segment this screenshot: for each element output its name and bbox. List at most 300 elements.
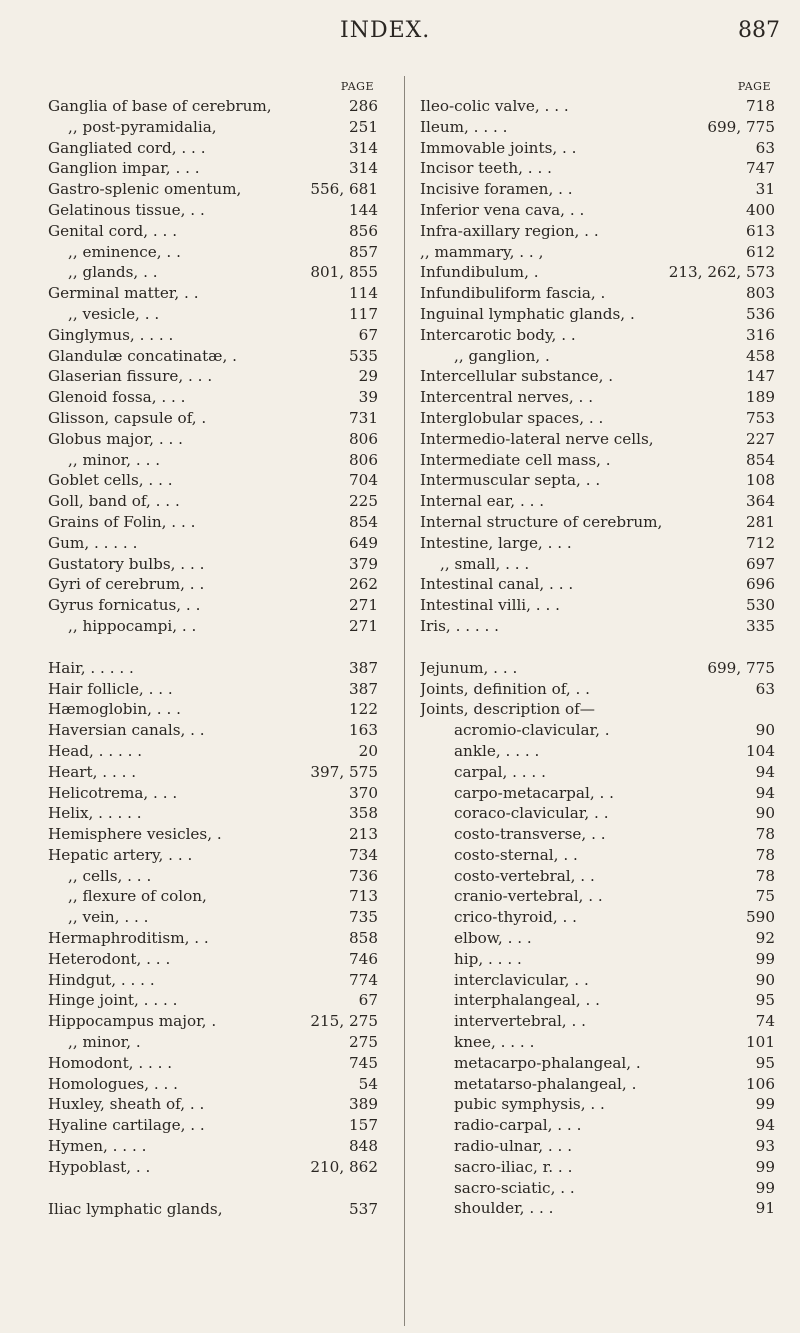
index-entry xyxy=(48,470,378,491)
index-entry xyxy=(48,949,378,970)
index-entry xyxy=(420,803,775,824)
index-entry xyxy=(420,970,775,991)
index-term: radio-ulnar, . . . xyxy=(454,1137,573,1156)
index-term: ,, cells, . . . xyxy=(68,866,152,885)
index-term: Heart, . . . . xyxy=(48,762,137,781)
index-page-ref: 20 xyxy=(358,741,378,760)
index-page-ref: 213 xyxy=(349,825,378,844)
index-term: costo-vertebral, . . xyxy=(454,866,595,885)
index-column-right xyxy=(420,78,775,1219)
index-page-ref: 704 xyxy=(349,471,378,490)
index-entry xyxy=(420,1011,775,1032)
index-page-ref: 803 xyxy=(746,284,775,303)
index-term: Glisson, capsule of, . xyxy=(48,408,207,427)
index-term: Intestinal villi, . . . xyxy=(420,596,560,615)
index-entry xyxy=(48,720,378,741)
index-entry xyxy=(48,783,378,804)
index-entry xyxy=(420,928,775,949)
index-term: Globus major, . . . xyxy=(48,429,183,448)
index-page-ref: 99 xyxy=(755,1095,775,1114)
index-term: Hinge joint, . . . . xyxy=(48,991,178,1010)
index-term: Intercarotic body, . . xyxy=(420,325,576,344)
index-entry xyxy=(48,450,378,471)
index-entry xyxy=(420,616,775,637)
index-entry xyxy=(420,595,775,616)
index-term: costo-sternal, . . xyxy=(454,845,578,864)
index-page-ref: 612 xyxy=(746,242,775,261)
page-number: 887 xyxy=(738,18,780,43)
index-term: Gum, . . . . . xyxy=(48,533,138,552)
index-entry xyxy=(420,387,775,408)
index-page-ref: 271 xyxy=(349,596,378,615)
index-page-ref: 94 xyxy=(755,762,775,781)
index-page-ref: 400 xyxy=(746,200,775,219)
index-page-ref: 718 xyxy=(746,97,775,115)
index-page-ref: 535 xyxy=(349,346,378,365)
index-term: Intercellular substance, . xyxy=(420,367,614,386)
index-term: ,, flexure of colon, xyxy=(68,887,207,906)
index-page-ref: 806 xyxy=(349,429,378,448)
index-entry xyxy=(420,574,775,595)
index-entry xyxy=(48,221,378,242)
index-entry xyxy=(420,138,775,159)
index-page-ref: 613 xyxy=(746,221,775,240)
index-page-ref: 74 xyxy=(755,1012,775,1031)
index-entry xyxy=(48,554,378,575)
index-entry xyxy=(48,970,378,991)
index-entry xyxy=(48,658,378,679)
index-page-ref: 712 xyxy=(746,533,775,552)
index-term: Gyri of cerebrum, . . xyxy=(48,575,205,594)
index-term: Hypoblast, . . xyxy=(48,1157,151,1176)
index-term: Gustatory bulbs, . . . xyxy=(48,554,205,573)
index-term: Helicotrema, . . . xyxy=(48,783,178,802)
index-term: Incisor teeth, . . . xyxy=(420,159,552,178)
index-page-ref: 734 xyxy=(349,845,378,864)
index-entry xyxy=(48,1074,378,1095)
letter-group-gap xyxy=(420,637,775,658)
index-term: hip, . . . . xyxy=(454,949,522,968)
index-term: ,, glands, . . xyxy=(68,263,158,282)
index-entry xyxy=(420,990,775,1011)
index-entry xyxy=(48,824,378,845)
index-entry xyxy=(420,1157,775,1178)
index-entry xyxy=(420,845,775,866)
index-entry xyxy=(420,1198,775,1219)
index-entry xyxy=(48,928,378,949)
index-entry xyxy=(420,366,775,387)
index-term: knee, . . . . xyxy=(454,1033,535,1052)
index-page-ref: 94 xyxy=(755,1116,775,1135)
index-entry xyxy=(48,1199,378,1220)
index-page-ref: 90 xyxy=(755,721,775,740)
index-page-ref: 314 xyxy=(349,159,378,178)
index-page-ref: 275 xyxy=(349,1033,378,1052)
index-entry xyxy=(420,1136,775,1157)
index-entry xyxy=(420,658,775,679)
index-entry xyxy=(48,491,378,512)
index-term: Genital cord, . . . xyxy=(48,221,178,240)
index-page-ref: 364 xyxy=(746,492,775,511)
index-term: Iris, . . . . . xyxy=(420,616,500,635)
index-entry xyxy=(420,533,775,554)
index-entry xyxy=(48,1032,378,1053)
index-term: Inguinal lymphatic glands, . xyxy=(420,304,635,323)
index-entry xyxy=(420,512,775,533)
index-page-ref: 262 xyxy=(349,575,378,594)
index-entry xyxy=(48,1094,378,1115)
index-page-ref: 735 xyxy=(349,908,378,927)
index-entry xyxy=(420,720,775,741)
index-page-ref: 99 xyxy=(755,949,775,968)
index-entry xyxy=(420,304,775,325)
index-term: Huxley, sheath of, . . xyxy=(48,1095,205,1114)
index-term: Goll, band of, . . . xyxy=(48,492,180,511)
index-term: Glenoid fossa, . . . xyxy=(48,388,186,407)
index-page-ref: 854 xyxy=(349,512,378,531)
index-entry xyxy=(420,554,775,575)
index-term: shoulder, . . . xyxy=(454,1199,554,1218)
index-page-ref: 210, 862 xyxy=(310,1157,378,1176)
index-page-ref: 225 xyxy=(349,492,378,511)
index-entry xyxy=(420,325,775,346)
index-term: metacarpo-phalangeal, . xyxy=(454,1053,641,1072)
index-page-ref: 63 xyxy=(755,679,775,698)
index-entry xyxy=(48,762,378,783)
index-term: Interglobular spaces, . . xyxy=(420,408,604,427)
index-term: Head, . . . . . xyxy=(48,741,143,760)
index-page-ref: 397, 575 xyxy=(310,762,378,781)
letter-group-gap xyxy=(48,1178,378,1199)
index-page-ref: 189 xyxy=(746,388,775,407)
index-entry xyxy=(420,1074,775,1095)
index-term: ,, ganglion, . xyxy=(454,346,550,365)
index-page-ref: 157 xyxy=(349,1116,378,1135)
index-term: costo-transverse, . . xyxy=(454,825,606,844)
index-entry xyxy=(420,491,775,512)
index-entry xyxy=(48,158,378,179)
index-term: Homologues, . . . xyxy=(48,1074,179,1093)
index-term: sacro-sciatic, . . xyxy=(454,1178,575,1197)
index-term: Ganglia of base of cerebrum, xyxy=(48,97,272,115)
index-entry xyxy=(420,949,775,970)
index-page-ref: 213, 262, 573 xyxy=(668,263,775,282)
index-term: metatarso-phalangeal, . xyxy=(454,1074,637,1093)
index-entry xyxy=(48,512,378,533)
index-page-ref: 54 xyxy=(358,1074,378,1093)
index-page-ref: 774 xyxy=(349,970,378,989)
index-entry xyxy=(420,200,775,221)
index-page-ref: 78 xyxy=(755,866,775,885)
index-page-ref: 271 xyxy=(349,616,378,635)
index-term: Inferior vena cava, . . xyxy=(420,200,585,219)
index-term: cranio-vertebral, . . xyxy=(454,887,603,906)
index-page-ref: 745 xyxy=(349,1053,378,1072)
index-page-ref: 101 xyxy=(746,1033,775,1052)
index-term: Ileum, . . . . xyxy=(420,117,508,136)
running-title: INDEX. xyxy=(340,18,431,43)
index-entry xyxy=(48,990,378,1011)
index-term: ,, minor, . . . xyxy=(68,450,161,469)
index-term: coraco-clavicular, . . xyxy=(454,804,609,823)
index-entry xyxy=(420,907,775,928)
index-page-ref: 854 xyxy=(746,450,775,469)
index-page-ref: 387 xyxy=(349,679,378,698)
index-term: Infundibulum, . xyxy=(420,263,539,282)
index-term: ,, eminence, . . xyxy=(68,242,181,261)
index-entry xyxy=(48,1115,378,1136)
index-entry xyxy=(420,824,775,845)
index-entry xyxy=(420,886,775,907)
index-entry xyxy=(420,262,775,283)
index-entry xyxy=(48,533,378,554)
index-term: Hepatic artery, . . . xyxy=(48,845,193,864)
index-term: elbow, . . . xyxy=(454,929,532,948)
index-page-ref: 699, 775 xyxy=(707,658,775,677)
index-term: Homodont, . . . . xyxy=(48,1053,173,1072)
index-page-ref: 122 xyxy=(349,700,378,719)
index-page-ref: 713 xyxy=(349,887,378,906)
index-page-ref: 99 xyxy=(755,1178,775,1197)
index-entry xyxy=(420,242,775,263)
index-page-ref: 104 xyxy=(746,741,775,760)
index-page-ref: 370 xyxy=(349,783,378,802)
index-page-ref: 78 xyxy=(755,845,775,864)
index-entry xyxy=(420,1115,775,1136)
index-page-ref: 379 xyxy=(349,554,378,573)
index-entry xyxy=(48,886,378,907)
column-divider xyxy=(404,76,405,1326)
index-term: Internal structure of cerebrum, xyxy=(420,512,663,531)
index-entry xyxy=(420,117,775,138)
index-entry xyxy=(48,200,378,221)
index-page-ref: 95 xyxy=(755,1053,775,1072)
index-term: ankle, . . . . xyxy=(454,741,540,760)
index-entry xyxy=(420,1053,775,1074)
index-term: Goblet cells, . . . xyxy=(48,471,173,490)
index-page-ref: 314 xyxy=(349,138,378,157)
index-entry xyxy=(420,762,775,783)
index-entry xyxy=(420,1094,775,1115)
index-entry xyxy=(48,679,378,700)
index-term: Grains of Folin, . . . xyxy=(48,512,196,531)
index-page-ref: 31 xyxy=(755,180,775,199)
index-term: acromio-clavicular, . xyxy=(454,721,610,740)
index-entry xyxy=(48,699,378,720)
index-page-ref: 856 xyxy=(349,221,378,240)
index-entry xyxy=(48,845,378,866)
index-term: Infundibuliform fascia, . xyxy=(420,284,606,303)
index-page-ref: 806 xyxy=(349,450,378,469)
index-page-ref: 389 xyxy=(349,1095,378,1114)
index-entry xyxy=(48,1053,378,1074)
index-page-ref: 699, 775 xyxy=(707,117,775,136)
index-term: carpo-metacarpal, . . xyxy=(454,783,614,802)
index-entry xyxy=(48,179,378,200)
index-term: Intercentral nerves, . . xyxy=(420,388,594,407)
index-term: interclavicular, . . xyxy=(454,970,589,989)
index-page-ref: 67 xyxy=(358,325,378,344)
index-page-ref: 227 xyxy=(746,429,775,448)
index-page-ref: 747 xyxy=(746,159,775,178)
page-column-label: PAGE xyxy=(340,80,374,93)
index-entry xyxy=(48,1136,378,1157)
index-entry xyxy=(48,616,378,637)
letter-group-gap xyxy=(48,637,378,658)
index-page-ref: 857 xyxy=(349,242,378,261)
index-term: Intestinal canal, . . . xyxy=(420,575,574,594)
index-page-ref: 731 xyxy=(349,408,378,427)
index-term: ,, vein, . . . xyxy=(68,908,149,927)
index-page-ref: 736 xyxy=(349,866,378,885)
index-term: Joints, description of— xyxy=(420,700,595,719)
index-page-ref: 358 xyxy=(349,804,378,823)
index-page-ref: 281 xyxy=(746,512,775,531)
index-term: Glandulæ concatinatæ, . xyxy=(48,346,237,365)
index-term: Intermedio-lateral nerve cells, xyxy=(420,429,654,448)
index-term: Germinal matter, . . xyxy=(48,284,199,303)
index-page-ref: 95 xyxy=(755,991,775,1010)
index-entry xyxy=(420,783,775,804)
index-entry xyxy=(420,699,775,720)
index-term: Intestine, large, . . . xyxy=(420,533,572,552)
index-term: Hermaphroditism, . . xyxy=(48,929,209,948)
index-entry xyxy=(48,866,378,887)
index-page-ref: 67 xyxy=(358,991,378,1010)
index-term: Intermediate cell mass, . xyxy=(420,450,611,469)
index-term: Hair follicle, . . . xyxy=(48,679,173,698)
index-entry xyxy=(48,574,378,595)
index-term: radio-carpal, . . . xyxy=(454,1116,582,1135)
index-page-ref: 75 xyxy=(755,887,775,906)
index-term: ,, hippocampi, . . xyxy=(68,616,197,635)
index-term: Iliac lymphatic glands, xyxy=(48,1199,223,1218)
index-term: Gyrus fornicatus, . . xyxy=(48,596,201,615)
index-entry xyxy=(48,96,378,117)
index-entry xyxy=(420,1032,775,1053)
index-term: Gelatinous tissue, . . xyxy=(48,200,205,219)
index-page-ref: 458 xyxy=(746,346,775,365)
index-entry xyxy=(48,117,378,138)
index-page-ref: 848 xyxy=(349,1137,378,1156)
index-entry xyxy=(420,283,775,304)
index-term: Gangliated cord, . . . xyxy=(48,138,206,157)
index-page-ref: 286 xyxy=(349,97,378,115)
index-entry xyxy=(48,304,378,325)
index-page-ref: 163 xyxy=(349,721,378,740)
index-page-ref: 858 xyxy=(349,929,378,948)
index-page-ref: 93 xyxy=(755,1137,775,1156)
index-page-ref: 697 xyxy=(746,554,775,573)
index-term: ,, minor, . xyxy=(68,1033,141,1052)
index-entry xyxy=(420,408,775,429)
index-page-ref: 144 xyxy=(349,200,378,219)
index-page-ref: 746 xyxy=(349,949,378,968)
index-page-ref: 117 xyxy=(349,304,378,323)
index-entry xyxy=(420,429,775,450)
index-page-ref: 99 xyxy=(755,1157,775,1176)
index-term: Gastro-splenic omentum, xyxy=(48,180,242,199)
index-entry xyxy=(48,803,378,824)
index-page-ref: 556, 681 xyxy=(310,180,378,199)
index-page-ref: 63 xyxy=(755,138,775,157)
index-term: ,, mammary, . . , xyxy=(420,242,544,261)
index-term: intervertebral, . . xyxy=(454,1012,586,1031)
index-entry xyxy=(48,242,378,263)
index-page-ref: 387 xyxy=(349,658,378,677)
index-entry xyxy=(420,679,775,700)
index-page-ref: 108 xyxy=(746,471,775,490)
index-entry xyxy=(420,1178,775,1199)
index-column-left xyxy=(48,78,378,1219)
index-page-ref: 696 xyxy=(746,575,775,594)
index-term: Hippocampus major, . xyxy=(48,1012,217,1031)
index-term: ,, small, . . . xyxy=(440,554,530,573)
index-term: Glaserian fissure, . . . xyxy=(48,367,213,386)
index-term: Immovable joints, . . xyxy=(420,138,577,157)
index-term: ,, post-pyramidalia, xyxy=(68,117,217,136)
index-page-ref: 147 xyxy=(746,367,775,386)
page-column-label: PAGE xyxy=(737,80,771,93)
index-entry xyxy=(48,595,378,616)
index-entry xyxy=(420,866,775,887)
index-term: Incisive foramen, . . xyxy=(420,180,573,199)
index-term: Hair, . . . . . xyxy=(48,658,134,677)
page-header xyxy=(0,0,800,60)
index-term: Infra-axillary region, . . xyxy=(420,221,599,240)
index-entry xyxy=(48,408,378,429)
index-entry xyxy=(420,470,775,491)
index-term: Intermuscular septa, . . xyxy=(420,471,601,490)
index-entry xyxy=(420,346,775,367)
index-term: crico-thyroid, . . xyxy=(454,908,577,927)
index-term: Ginglymus, . . . . xyxy=(48,325,174,344)
index-term: Haversian canals, . . xyxy=(48,721,205,740)
index-entry xyxy=(48,387,378,408)
index-page-ref: 94 xyxy=(755,783,775,802)
index-term: Hemisphere vesicles, . xyxy=(48,825,222,844)
index-entry xyxy=(48,1157,378,1178)
index-page-ref: 536 xyxy=(746,304,775,323)
index-page-ref: 90 xyxy=(755,804,775,823)
index-page-ref: 801, 855 xyxy=(310,263,378,282)
index-page-ref: 90 xyxy=(755,970,775,989)
index-term: Ganglion impar, . . . xyxy=(48,159,200,178)
index-entry xyxy=(48,346,378,367)
index-term: Heterodont, . . . xyxy=(48,949,171,968)
index-page-ref: 316 xyxy=(746,325,775,344)
index-page-ref: 78 xyxy=(755,825,775,844)
index-page-ref: 91 xyxy=(755,1199,775,1218)
index-term: sacro-iliac, r. . . xyxy=(454,1157,573,1176)
index-entry xyxy=(48,283,378,304)
index-page-ref: 39 xyxy=(358,388,378,407)
index-term: Helix, . . . . . xyxy=(48,804,142,823)
index-term: Hymen, . . . . xyxy=(48,1137,147,1156)
index-page-ref: 92 xyxy=(755,929,775,948)
index-term: Hæmoglobin, . . . xyxy=(48,700,181,719)
index-entry xyxy=(48,1011,378,1032)
index-entry xyxy=(420,741,775,762)
index-page-ref: 106 xyxy=(746,1074,775,1093)
index-page-ref: 251 xyxy=(349,117,378,136)
index-term: Hyaline cartilage, . . xyxy=(48,1116,205,1135)
index-page-ref: 215, 275 xyxy=(310,1012,378,1031)
index-entry xyxy=(420,450,775,471)
index-term: ,, vesicle, . . xyxy=(68,304,160,323)
index-term: Internal ear, . . . xyxy=(420,492,545,511)
index-term: Jejunum, . . . xyxy=(420,658,518,677)
